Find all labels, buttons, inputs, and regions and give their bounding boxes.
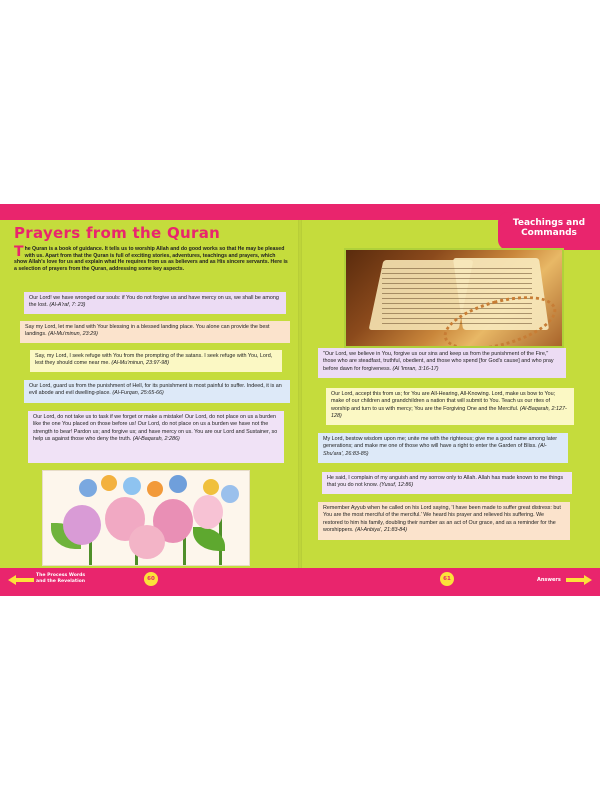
prayer-reference: (Al-Baqarah, 2:286) [132, 436, 180, 443]
quran-photo [344, 248, 564, 348]
prayer-box-7 [326, 388, 574, 425]
prayer-text: Our Lord, guard us from the punishment of Hell, for its punishment is most painful to suffer. Indeed, it is an evil abode and evil dwelling-place. [29, 383, 282, 397]
footer-next-link[interactable]: Answers [537, 577, 561, 583]
page-gutter [298, 220, 302, 568]
arrow-right-icon[interactable] [566, 575, 592, 585]
prayer-reference: (Al-Shu'ara', 26:83-85) [323, 443, 547, 457]
prayer-text: My Lord, bestow wisdom upon me; unite me with the righteous; give me a good name among later generations; and make me one of those who will have a right to enter the Garden of Bliss. [323, 436, 558, 450]
footer-prev-line-1: The Process Words [36, 573, 86, 578]
prayer-reference: (Al-A'raf, 7: 23) [49, 302, 86, 309]
prayer-text: He said, I complain of my anguish and my sorrow only to Allah. Allah has made known to me things that you do not know. [327, 475, 564, 489]
prayer-text: Our Lord, accept this from us; for You are All-Hearing, All-Knowing. Lord, make us bow to You; make of our children and grandchildren a nation that will submit to You. Teach us our rites of worship and turn to us with mercy; You are the Forgiving One and the Merciful. [331, 391, 556, 412]
prayer-reference: (Al-Mu'minun, 23:97-98) [111, 360, 170, 367]
bottom-band [0, 568, 600, 596]
prayer-box-5 [28, 411, 284, 463]
prayer-text: Say, my Lord, I seek refuge with You from the prompting of the satans. I seek refuge with You, Lord, lest they should come near me. [35, 353, 273, 367]
prayer-text: Our Lord, do not take us to task if we forget or make a mistake! Our Lord, do not place on us a burden like the one You placed on those before us! Our Lord, do not place on us a burden we have not the strength to bear! Pardon us; and forgive us; and have mercy on us. You are our Lord and Sustainer, so help us against those who deny the truth. [33, 414, 278, 443]
footer-prev-link[interactable] [36, 573, 85, 584]
prayer-box-6 [318, 348, 566, 378]
section-tab-line-1: Teachings and [512, 218, 586, 228]
prayer-text: Remember Ayyub when he called on his Lord saying, 'I have been made to suffer great distress: but You are the most merciful of the merciful.' We heard his prayer and relieved his suffering. We restored to him his family, doubling their number as an act of Our grace, and as a reminder for the worshippers. [323, 505, 561, 534]
prayer-box-1 [24, 292, 286, 314]
intro-paragraph [14, 246, 290, 272]
prayer-box-2 [20, 321, 290, 343]
prayer-reference: (Al-Furqan, 25:65-66) [112, 390, 164, 397]
prayer-reference: (Al-Anbiya', 21:83-84) [355, 527, 408, 534]
prayer-reference: (Al-Mu'minun, 23:29) [48, 331, 98, 338]
prayer-reference: (Al-Baqarah, 2:127-128) [331, 405, 567, 420]
section-tab [498, 212, 600, 250]
prayer-text: Say my Lord, let me land with Your blessing in a blessed landing place. You alone can provide the best landings. [25, 324, 270, 338]
prayer-box-9 [322, 472, 572, 494]
page-number-right: 61 [440, 572, 454, 586]
prayer-text: Our Lord! we have wronged our souls: if You do not forgive us and have mercy on us, we shall be among the lost. [29, 295, 279, 309]
drop-cap: T [14, 244, 24, 260]
prayer-box-3 [30, 350, 282, 372]
prayer-text: "Our Lord, we believe in You, forgive us our sins and keep us from the punishment of the Fire," those who are steadfast, truthful, obedient, and those who spend [for God's cause] and who pray before dawn for forgiveness. [323, 351, 554, 372]
arrow-left-icon[interactable] [8, 575, 34, 585]
prayer-reference: (Yusuf, 12:86) [379, 482, 414, 489]
intro-text: he Quran is a book of guidance. It tells us to worship Allah and do good works so that He may be pleased with us. Apart from that the Quran is full of exciting stories, adventures, teachings and prayers, which show Allah's love for us and explain what He requires from us as believers and as His sincere servants. Here is a selection of prayers from the Quran, addressing some key aspects. [14, 246, 288, 272]
footer-prev-line-2: and the Revelation [36, 578, 86, 584]
flowers-illustration [42, 470, 250, 566]
prayer-box-10 [318, 502, 570, 540]
book-spread [0, 204, 600, 596]
prayer-box-4 [24, 380, 290, 403]
prayer-box-8 [318, 433, 568, 463]
section-tab-line-2: Commands [521, 228, 577, 238]
page-number-left: 60 [144, 572, 158, 586]
prayer-reference: (Al 'Imran, 3:16-17) [392, 365, 439, 372]
page-title: Prayers from the Quran [14, 224, 221, 242]
